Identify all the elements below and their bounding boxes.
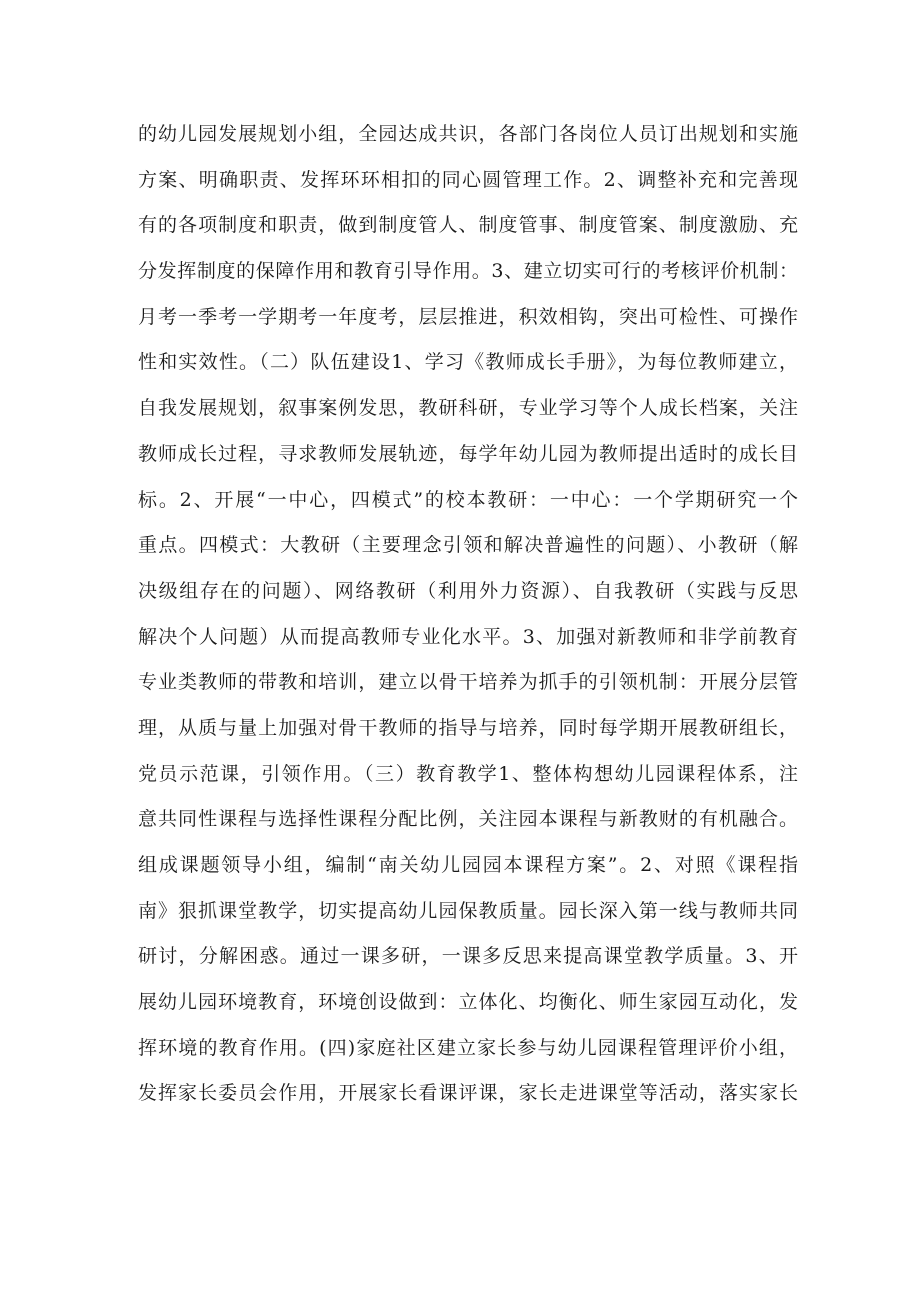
- text-line: 理，从质与量上加强对骨干教师的指导与培养，同时每学期开展教研组长，: [138, 716, 798, 739]
- text-line: 分发挥制度的保障作用和教育引导作用。3、建立切实可行的考核评价机制：: [138, 260, 798, 283]
- text-line: 教师成长过程，寻求教师发展轨迹，每学年幼儿园为教师提出适时的成长目: [138, 442, 798, 465]
- text-line: 专业类教师的带教和培训，建立以骨干培养为抓手的引领机制：开展分层管: [138, 671, 798, 694]
- text-line: 党员示范课，引领作用。（三）教育教学1、整体构想幼儿园课程体系，注: [138, 762, 798, 785]
- text-line: 决级组存在的问题）、网络教研（利用外力资源）、自我教研（实践与反思: [138, 579, 798, 602]
- text-line: 意共同性课程与选择性课程分配比例，关注园本课程与新教财的有机融合。: [138, 808, 798, 831]
- text-line: 研讨，分解困惑。通过一课多研，一课多反思来提高课堂教学质量。3、开: [138, 945, 798, 968]
- text-line: 自我发展规划，叙事案例发思，教研科研，专业学习等个人成长档案，关注: [138, 397, 798, 420]
- text-line: 发挥家长委员会作用，开展家长看课评课，家长走进课堂等活动，落实家长: [138, 1082, 798, 1105]
- body-text: [138, 112, 798, 1117]
- text-line: 组成课题领导小组，编制“南关幼儿园园本课程方案”。2、对照《课程指: [138, 854, 798, 876]
- text-line: 展幼儿园环境教育，环境创设做到：立体化、均衡化、师生家园互动化，发: [138, 991, 798, 1014]
- text-line: 月考一季考一学期考一年度考，层层推进，积效相钩，突出可检性、可操作: [138, 305, 798, 328]
- text-line: 的幼儿园发展规划小组，全园达成共识，各部门各岗位人员订出规划和实施: [138, 123, 798, 145]
- text-line: 标。2、开展“一中心，四模式”的校本教研：一中心：一个学期研究一个: [138, 488, 798, 511]
- text-line: 挥环境的教育作用。(四)家庭社区建立家长参与幼儿园课程管理评价小组，: [138, 1036, 798, 1059]
- text-line: 重点。四模式：大教研（主要理念引领和解决普遍性的问题）、小教研（解: [138, 534, 798, 557]
- text-line: 性和实效性。（二）队伍建设1、学习《教师成长手册》，为每位教师建立，: [138, 351, 798, 374]
- text-line: 方案、明确职责、发挥环环相扣的同心圆管理工作。2、调整补充和完善现: [138, 168, 798, 191]
- text-line: 南》狠抓课堂教学，切实提高幼儿园保教质量。园长深入第一线与教师共同: [138, 899, 798, 922]
- text-line: 有的各项制度和职责，做到制度管人、制度管事、制度管案、制度激励、充: [138, 214, 798, 237]
- text-line: 解决个人问题）从而提高教师专业化水平。3、加强对新教师和非学前教育: [138, 625, 798, 648]
